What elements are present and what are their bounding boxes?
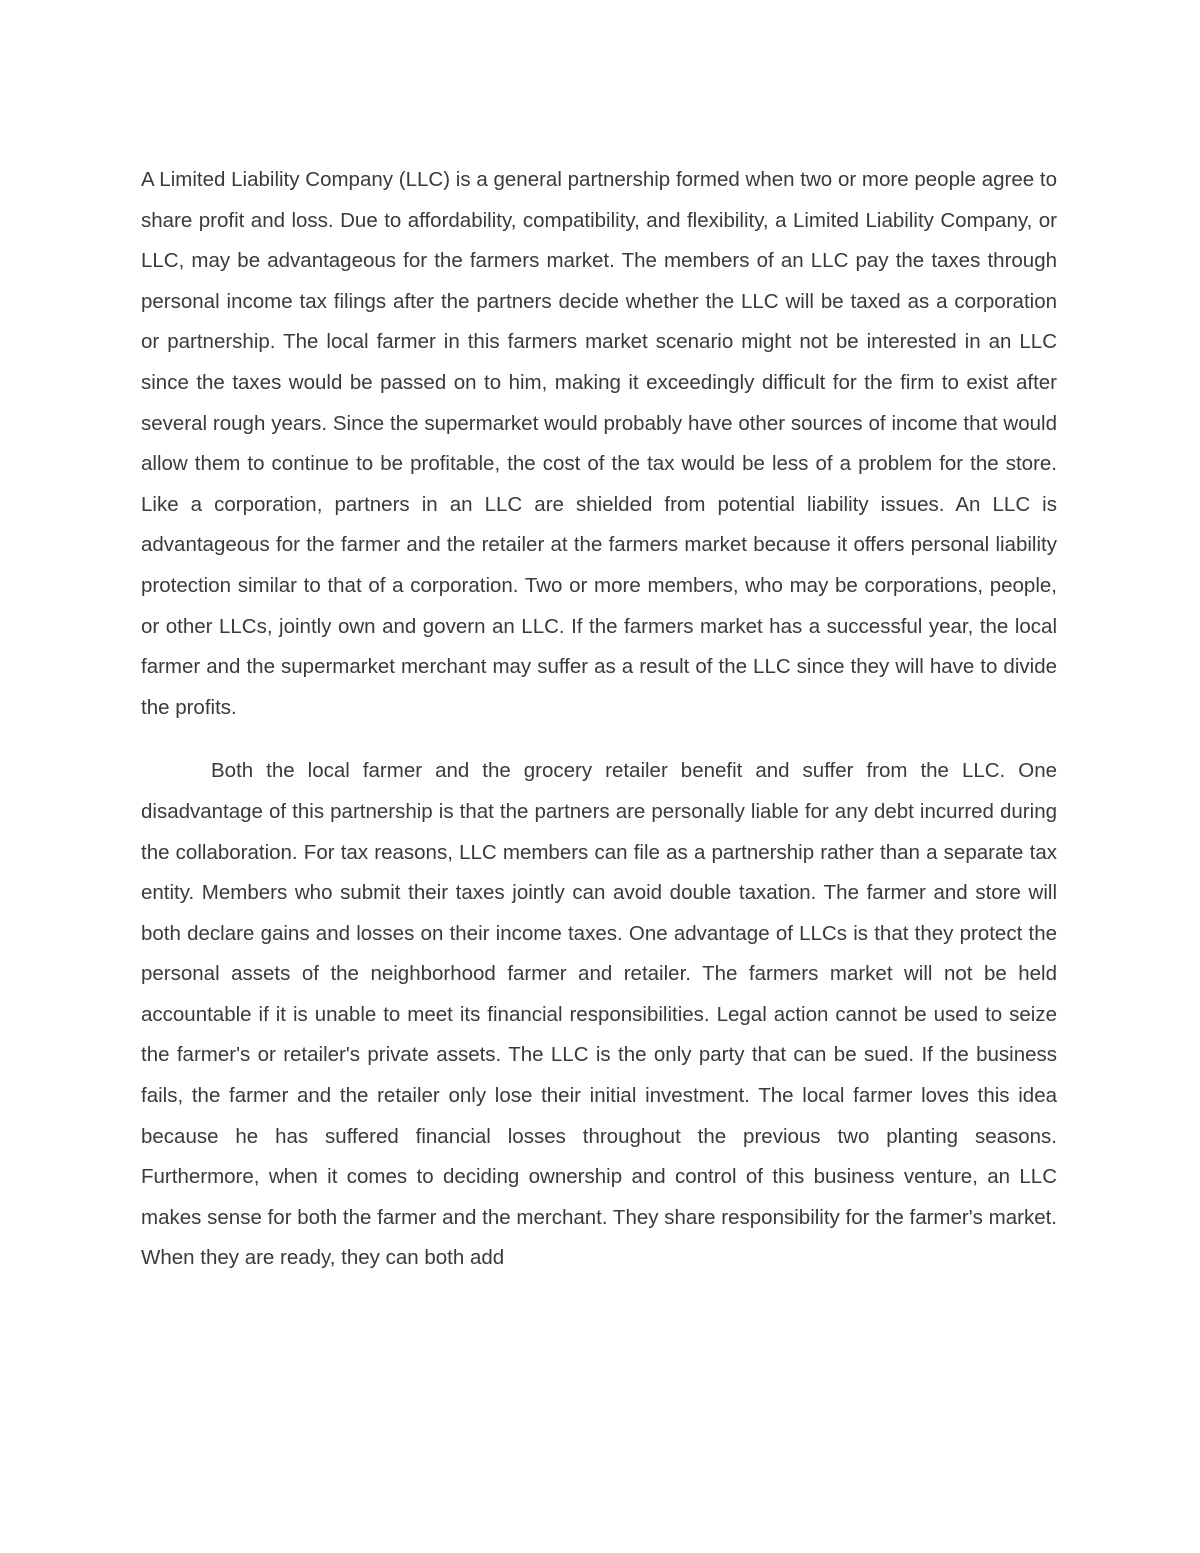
- paragraph-2: Both the local farmer and the grocery retailer benefit and suffer from the LLC. One disadvantage of this partnership is that the partners are personally liable for any debt incurred during the collaboration. For tax reasons, LLC members can file as a partnership rather than a separate tax entity. Members who submit their taxes jointly can avoid double taxation. The farmer and store will both declare gains and losses on their income taxes. One advantage of LLCs is that they protect the personal assets of the neighborhood farmer and retailer. The farmers market will not be held accountable if it is unable to meet its financial responsibilities. Legal action cannot be used to seize the farmer's or retailer's private assets. The LLC is the only party that can be sued. If the business fails, the farmer and the retailer only lose their initial investment. The local farmer loves this idea because he has suffered financial losses throughout the previous two planting seasons. Furthermore, when it comes to deciding ownership and control of this business venture, an LLC makes sense for both the farmer and the merchant. They share responsibility for the farmer's market. When they are ready, they can both add: [141, 759, 1057, 1270]
- paragraph-1: A Limited Liability Company (LLC) is a general partnership formed when two or more people agree to share profit and loss. Due to affordability, compatibility, and flexibility, a Limited Liability Company, or LLC, may be advantageous for the farmers market. The members of an LLC pay the taxes through personal income tax filings after the partners decide whether the LLC will be taxed as a corporation or partnership. The local farmer in this farmers market scenario might not be interested in an LLC since the taxes would be passed on to him, making it exceedingly difficult for the firm to exist after several rough years. Since the supermarket would probably have other sources of income that would allow them to continue to be profitable, the cost of the tax would be less of a problem for the store. Like a corporation, partners in an LLC are shielded from potential liability issues. An LLC is advantageous for the farmer and the retailer at the farmers market because it offers personal liability protection similar to that of a corporation. Two or more members, who may be corporations, people, or other LLCs, jointly own and govern an LLC. If the farmers market has a successful year, the local farmer and the supermarket merchant may suffer as a result of the LLC since they will have to divide the profits.: [141, 168, 1057, 719]
- document-body: [141, 160, 1057, 1279]
